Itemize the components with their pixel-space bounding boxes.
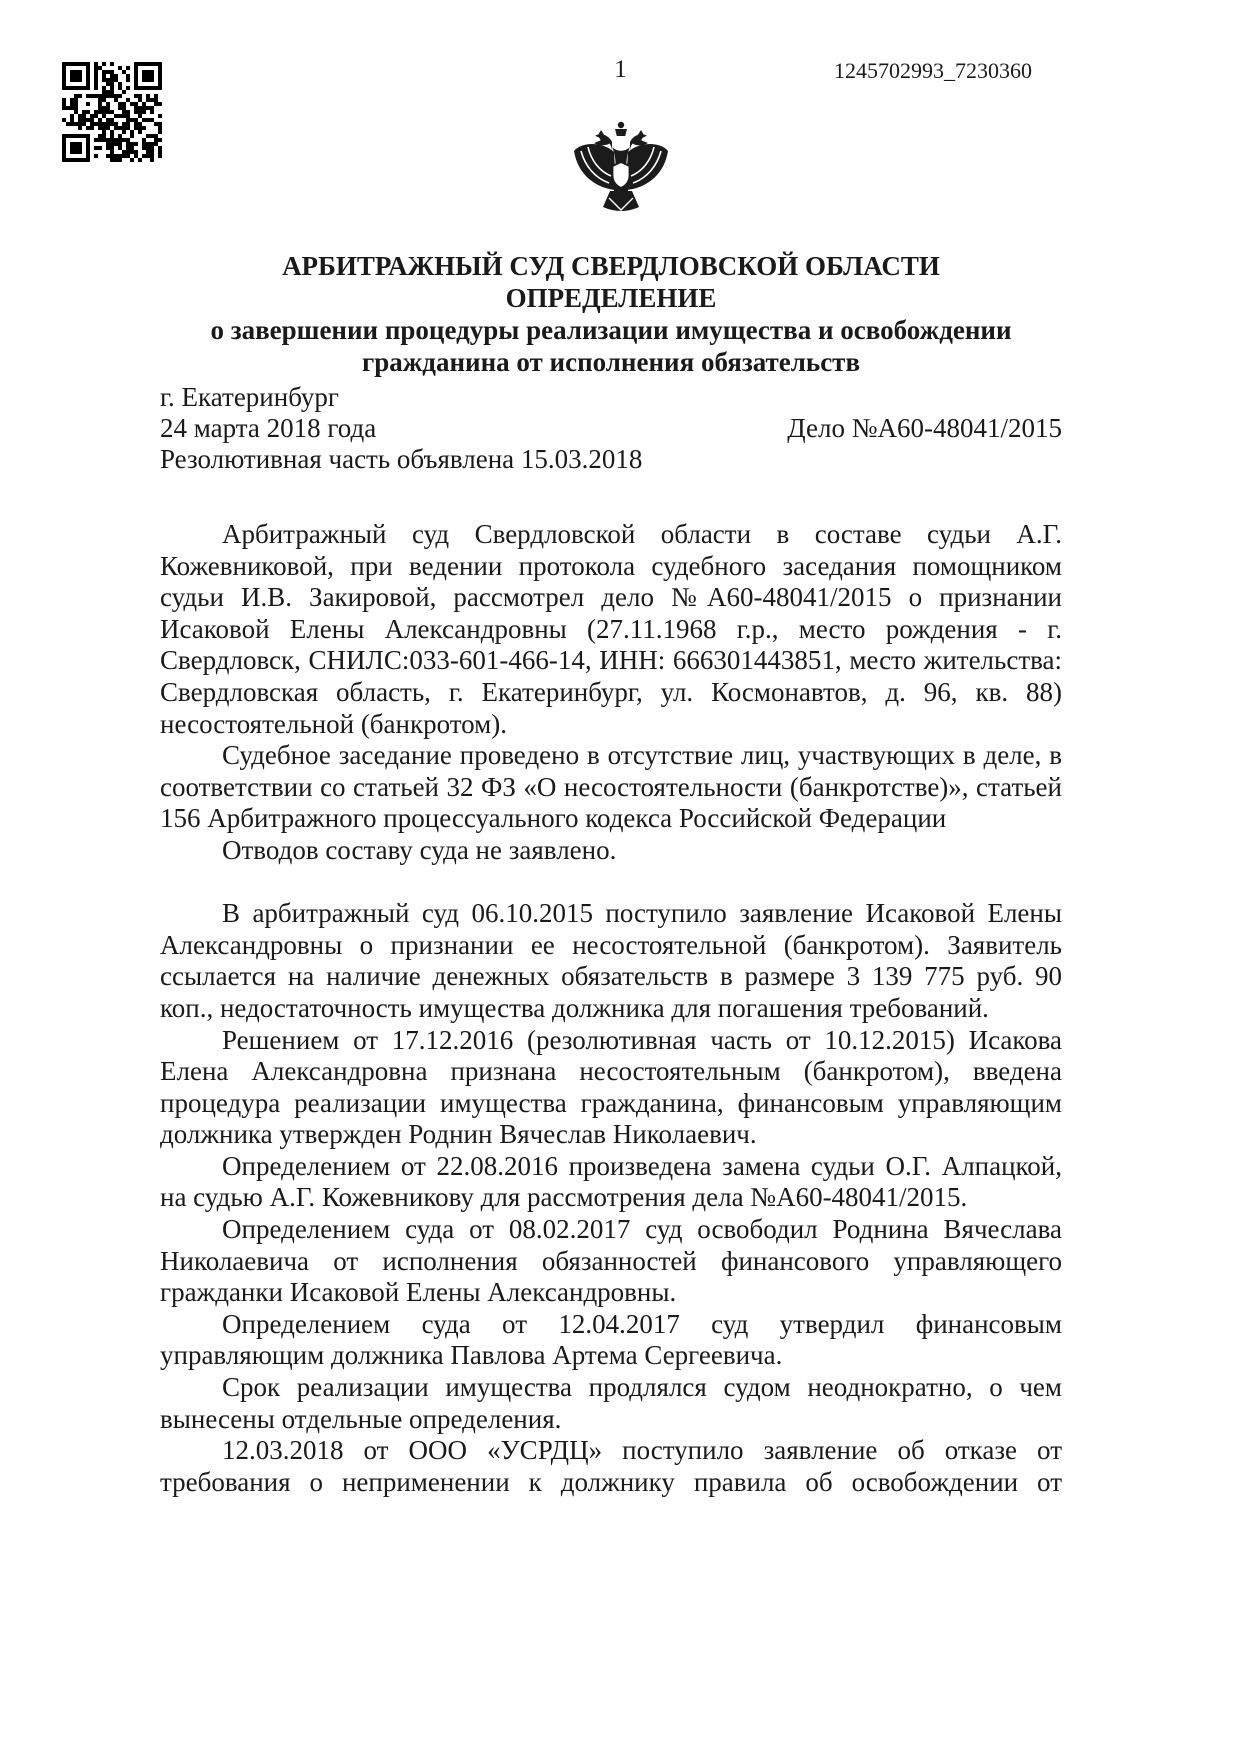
paragraph: Определением суда от 08.02.2017 суд освободил Роднина Вячеслава Николаевича от исполнения обязанностей финансового управляющего гражданки Исаковой Елены Александровны. <box>160 1214 1062 1308</box>
date-line: 24 марта 2018 года <box>160 413 377 443</box>
paragraph: Срок реализации имущества продлялся судом неоднократно, о чем вынесены отдельные определения. <box>160 1372 1062 1434</box>
document-content <box>160 250 1062 1498</box>
document-id: 1245702993_7230360 <box>834 58 1032 83</box>
paragraph: Решением от 17.12.2016 (резолютивная часть от 10.12.2015) Исакова Елена Александровна признана несостоятельным (банкротом), введена процедура реализации имущества гражданина, финансовым управляющим должника утвержден Роднин Вячеслав Николаевич. <box>160 1024 1062 1150</box>
page-number: 1 <box>614 56 627 83</box>
paragraph: Определением суда от 12.04.2017 суд утвердил финансовым управляющим должника Павлова Артема Сергеевича. <box>160 1308 1062 1371</box>
paragraph: Судебное заседание проведено в отсутствие лиц, участвующих в деле, в соответствии со статьей 32 ФЗ «О несостоятельности (банкротстве)», статьей 156 Арбитражного процессуального кодекса Российской Федерации <box>160 740 1062 834</box>
document-title-block <box>160 250 1062 378</box>
paragraph: В арбитражный суд 06.10.2015 поступило заявление Исаковой Елены Александровны о признании ее несостоятельной (банкротом). Заявитель ссылается на наличие денежных обязательств в размере 3 139 775 руб. 90 коп., недостаточность имущества должника для погашения требований. <box>160 898 1062 1023</box>
paragraph: Определением от 22.08.2016 произведена замена судьи О.Г. Алпацкой, на судью А.Г. Кожевникову для рассмотрения дела №А60-48041/2015. <box>160 1150 1062 1213</box>
date-case-row <box>160 413 1062 444</box>
document-type: ОПРЕДЕЛЕНИЕ <box>505 283 717 313</box>
document-meta <box>160 382 1062 475</box>
city-line: г. Екатеринбург <box>160 382 339 412</box>
document-subject-line2: гражданина от исполнения обязательств <box>361 347 861 377</box>
document-body <box>160 519 1062 1498</box>
document-subject-line1: о завершении процедуры реализации имущества и освобождении <box>210 315 1012 345</box>
paragraph: 12.03.2018 от ООО «УСРДЦ» поступило заявление об отказе от требования о неприменении к должнику правила об освобождении от <box>160 1435 1062 1497</box>
court-name: АРБИТРАЖНЫЙ СУД СВЕРДЛОВСКОЙ ОБЛАСТИ <box>282 251 940 281</box>
paragraph: Арбитражный суд Свердловской области в составе судьи А.Г. Кожевниковой, при ведении протокола судебного заседания помощником судьи И.В. Закировой, рассмотрел дело №А60-48041/2015 о признании Исаковой Елены Александровны (27.11.1968 г.р., место рождения - г. Свердловск, СНИЛС:033-601-466-14, ИНН: 666301443851, место жительства: Свердловская область, г. Екатеринбург, ул. Космонавтов, д. 96, кв. 88) несостоятельной (банкротом). <box>160 519 1062 739</box>
coat-of-arms <box>573 118 669 220</box>
case-number: Дело №А60-48041/2015 <box>787 413 1062 443</box>
russian-coat-of-arms-icon <box>573 118 669 220</box>
resolution-line: Резолютивная часть объявлена 15.03.2018 <box>160 444 643 474</box>
paragraph: Отводов составу суда не заявлено. <box>222 834 617 865</box>
